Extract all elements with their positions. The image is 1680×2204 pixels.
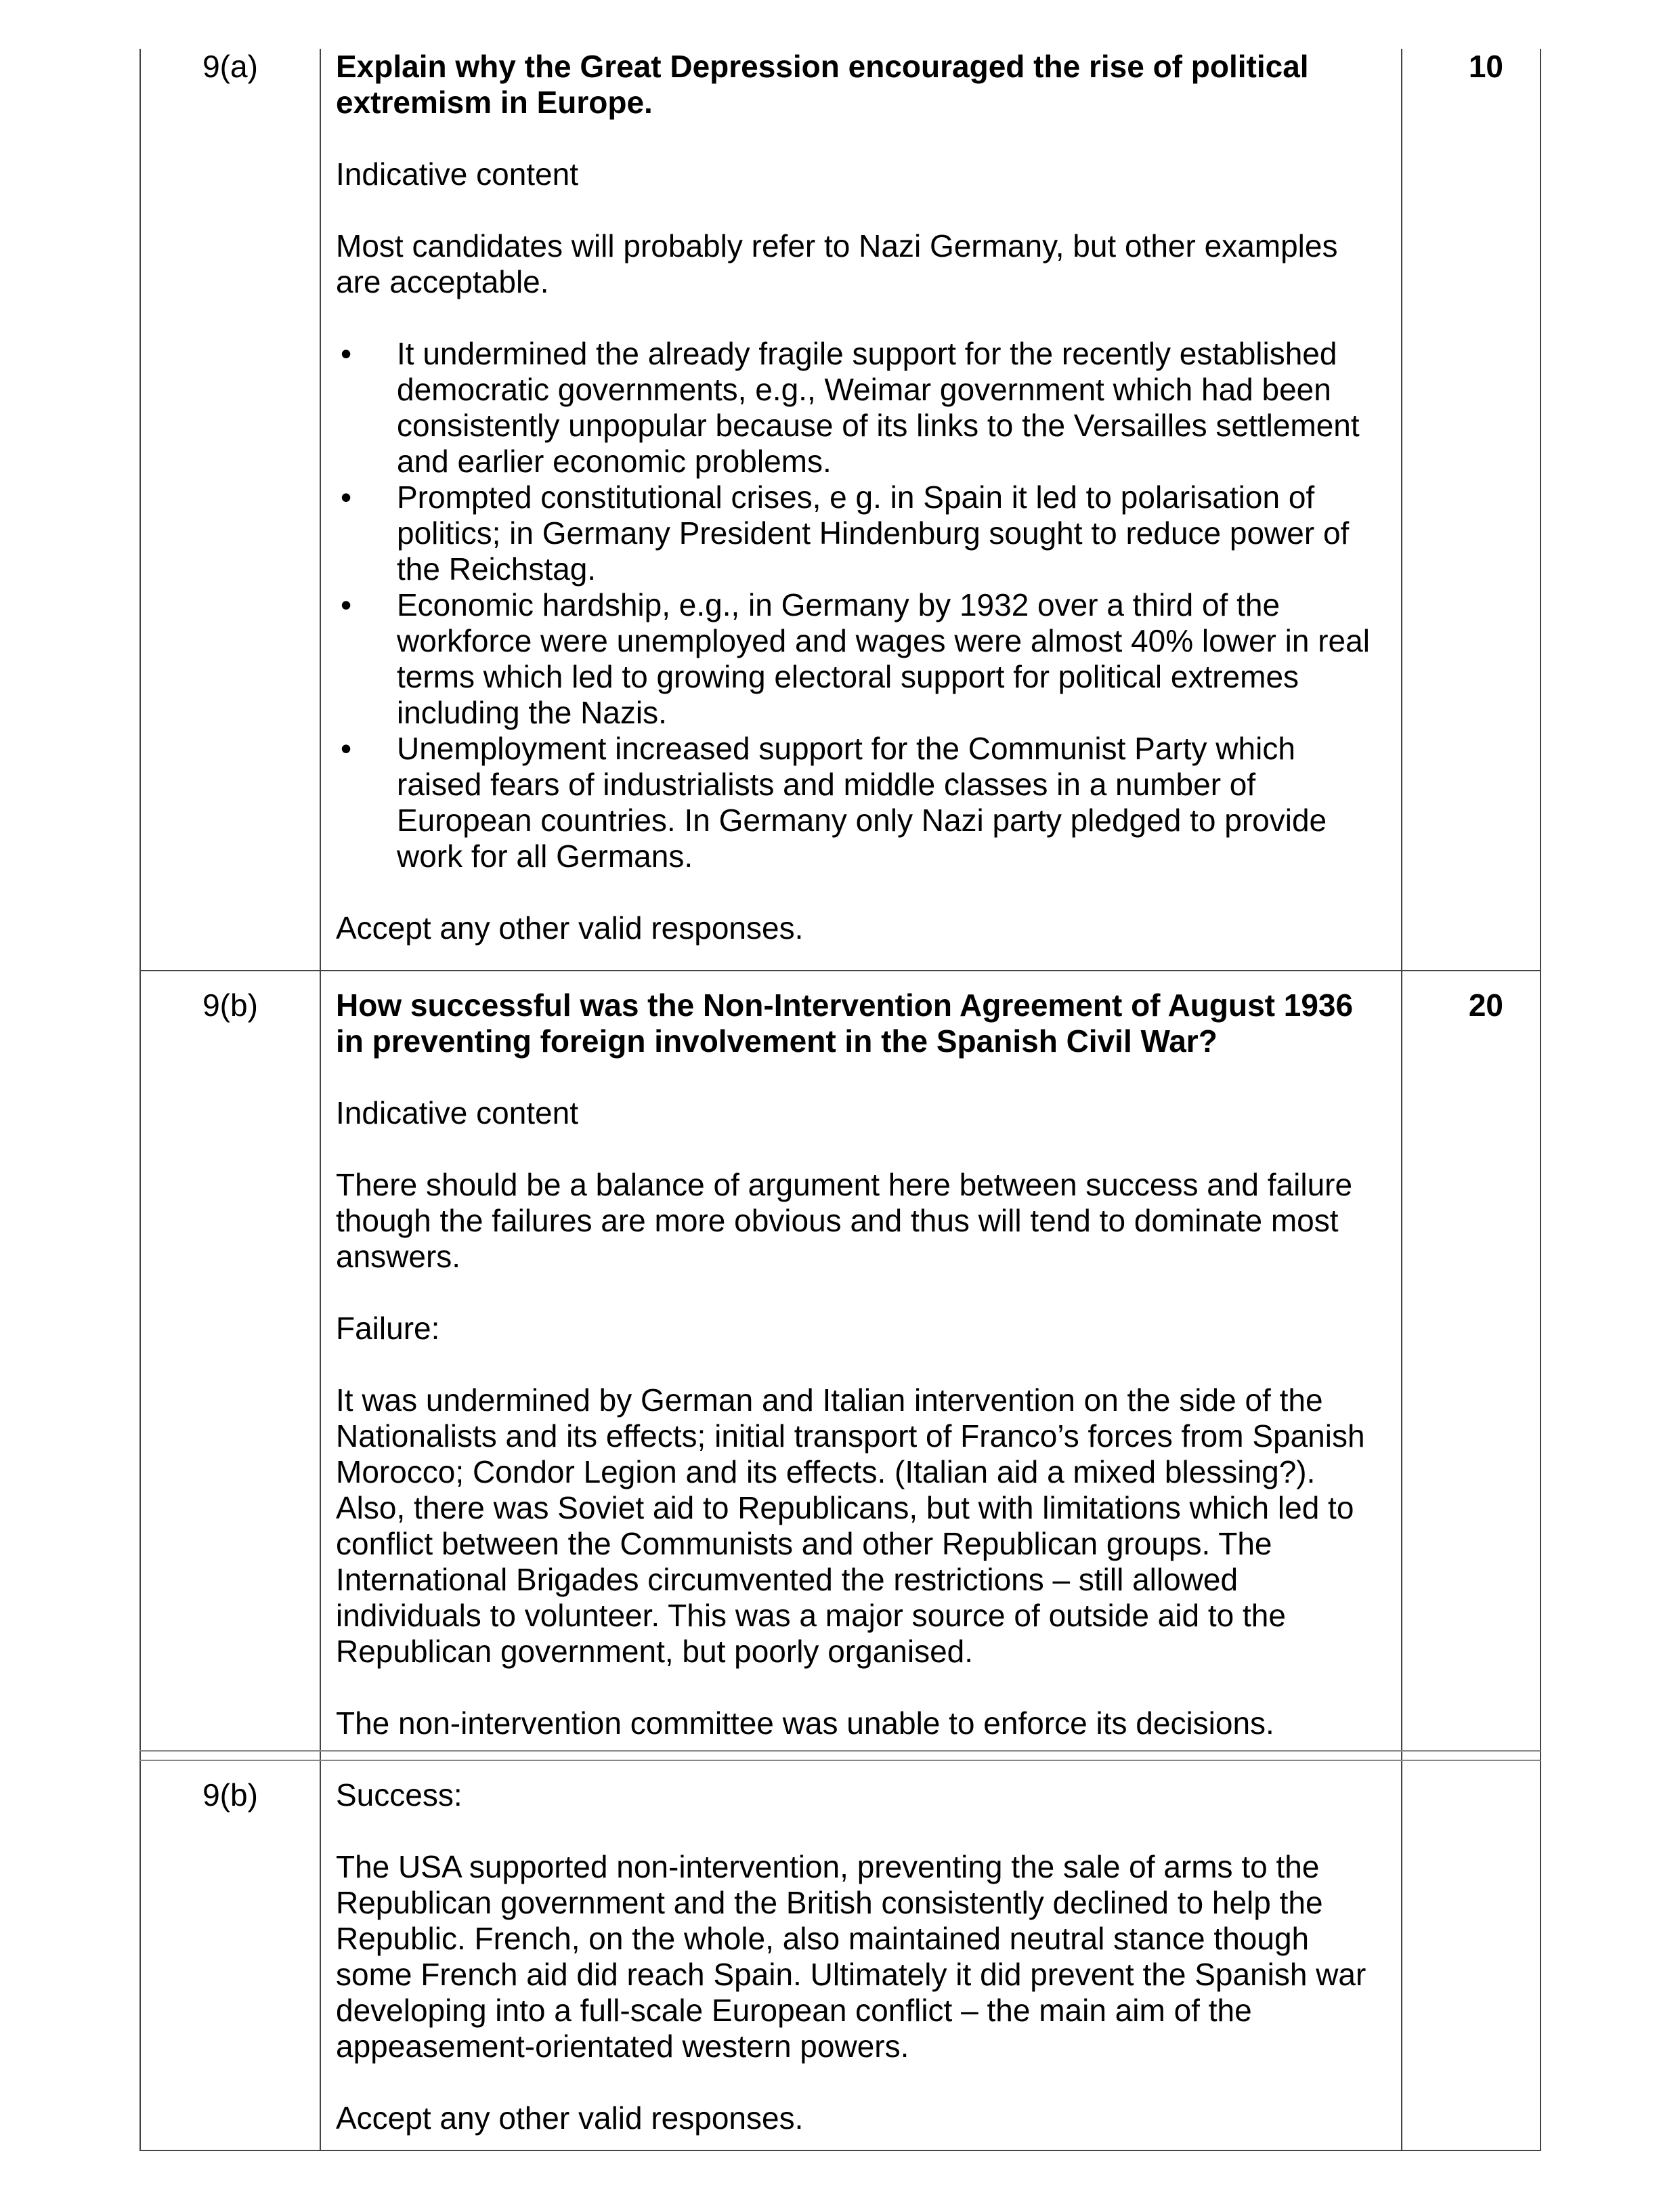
closing-text: Accept any other valid responses. xyxy=(336,910,804,946)
marks-value: 10 xyxy=(1468,49,1503,84)
marks-value: 20 xyxy=(1468,988,1503,1023)
success-text: The USA supported non-intervention, preventing the sale of arms to the Republican government and the British consistently declined to help the Republic. French, on the whole, also maintained neutral stance though some French aid did reach Spain. Ultimately it did prevent the Spanish war developing into a full-scale European conflict – the main aim of the appeasement-orientated western powers. xyxy=(336,1849,1366,2064)
bullet-icon: • xyxy=(340,480,352,515)
intro-text: Most candidates will probably refer to Nazi Germany, but other examples are acceptable. xyxy=(336,228,1338,299)
indicative-content-label: Indicative content xyxy=(336,156,579,192)
question-number: 9(b) xyxy=(141,971,321,1750)
question-number: 9(b) xyxy=(141,1761,321,2150)
failure-text: It was undermined by German and Italian intervention on the side of the Nationalists and its effects; initial transport of Franco’s forces from Spanish Morocco; Condor Legion and its effects. (Italian aid a mixed blessing?). Also, there was Soviet aid to Republicans, but with limitations which led to conflict between the Communists and other Republican groups. The International Brigades circumvented the restrictions – still allowed individuals to volunteer. This was a major source of outside aid to the Republican government, but poorly organised. xyxy=(336,1382,1365,1669)
question-number: 9(a) xyxy=(141,49,321,970)
intro-text: There should be a balance of argument here between success and failure though the failures are more obvious and thus will tend to dominate most answers. xyxy=(336,1167,1353,1274)
answer-content xyxy=(321,49,1402,970)
table-page-break xyxy=(139,1750,1541,1761)
closing-text: Accept any other valid responses. xyxy=(336,2100,804,2136)
failure-heading: Failure: xyxy=(336,1311,440,1346)
answer-content xyxy=(321,1761,1402,2150)
list-item: • It undermined the already fragile support for the recently established democratic governments, e.g., Weimar government which had been consistently unpopular because of its links to the Versailles settlement and earlier economic problems. xyxy=(336,336,1386,480)
table-row-9b-continued xyxy=(141,1761,1540,2150)
question-text: Explain why the Great Depression encouraged the rise of political extremism in Europe. xyxy=(336,49,1309,120)
table-row-9a xyxy=(141,49,1540,971)
success-heading: Success: xyxy=(336,1777,462,1813)
question-text: How successful was the Non-Intervention Agreement of August 1936 in preventing foreign involvement in the Spanish Civil War? xyxy=(336,988,1354,1059)
marks-value xyxy=(1402,1761,1540,2150)
mark-scheme-table-part1 xyxy=(139,49,1541,1750)
table-row-9b xyxy=(141,971,1540,1750)
list-item: • Prompted constitutional crises, e g. in Spain it led to polarisation of politics; in Germany President Hindenburg sought to reduce power of the Reichstag. xyxy=(336,480,1386,587)
list-item: • Economic hardship, e.g., in Germany by 1932 over a third of the workforce were unemployed and wages were almost 40% lower in real terms which led to growing electoral support for political extremes including the Nazis. xyxy=(336,587,1386,731)
list-item: • Unemployment increased support for the Communist Party which raised fears of industrialists and middle classes in a number of European countries. In Germany only Nazi party pledged to provide work for all Germans. xyxy=(336,731,1386,874)
mark-scheme-table-part2 xyxy=(139,1761,1541,2151)
answer-content xyxy=(321,971,1402,1750)
failure-closing-text: The non-intervention committee was unable to enforce its decisions. xyxy=(336,1705,1274,1741)
bullet-icon: • xyxy=(340,731,352,766)
indicative-content-label: Indicative content xyxy=(336,1095,579,1130)
bullet-icon: • xyxy=(340,587,352,622)
bullet-icon: • xyxy=(340,336,352,371)
bullet-list xyxy=(336,336,1386,874)
